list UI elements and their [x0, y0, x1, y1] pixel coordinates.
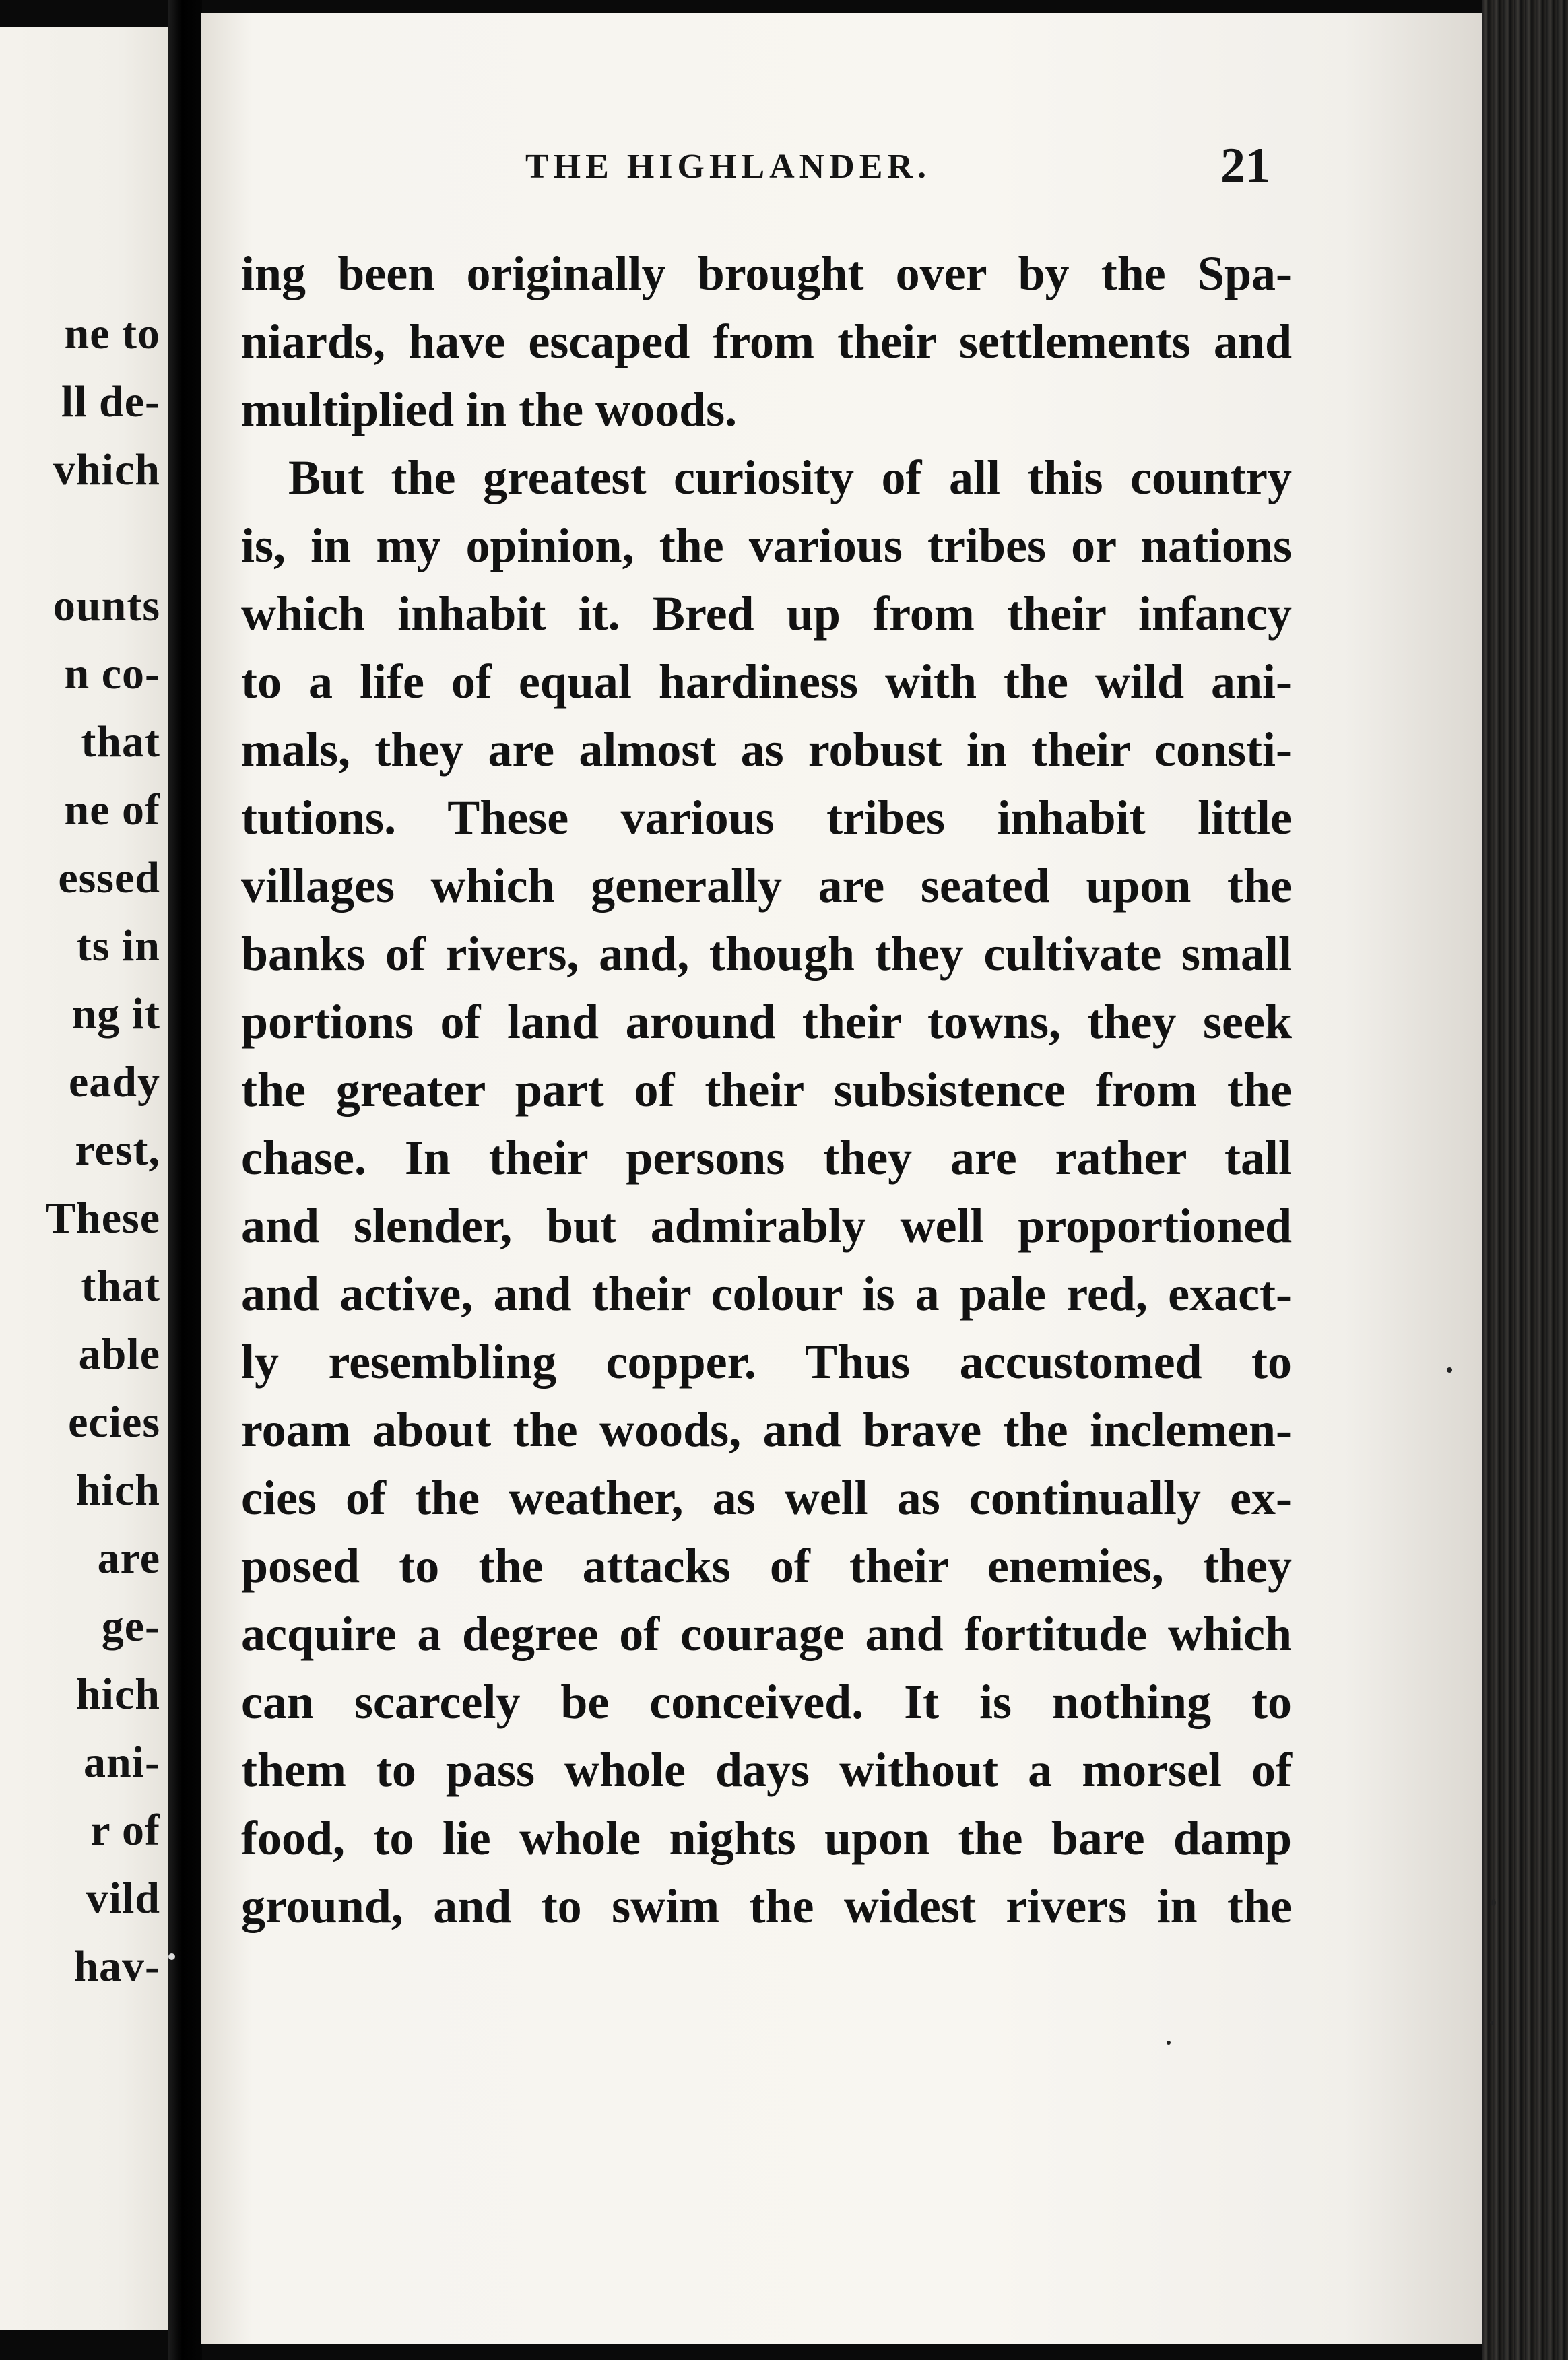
previous-page-text [46, 300, 160, 2000]
text-line: which inhabit it. Bred up from their infancy [241, 587, 1292, 641]
text-line: to a life of equal hardiness with the wild ani- [241, 655, 1292, 709]
text-line: and slender, but admirably well proportioned [241, 1199, 1292, 1253]
page-number: 21 [1220, 138, 1270, 193]
previous-page-line: able [78, 1330, 160, 1379]
text-line: acquire a degree of courage and fortitude which [241, 1607, 1292, 1661]
previous-page-line: ll de- [61, 377, 160, 426]
text-line: roam about the woods, and brave the inclemen- [241, 1403, 1292, 1457]
text-line: portions of land around their towns, they seek [241, 995, 1292, 1049]
running-title: THE HIGHLANDER. [525, 148, 931, 186]
text-line: posed to the attacks of their enemies, they [241, 1539, 1292, 1593]
previous-page-line: ecies [68, 1398, 160, 1447]
previous-page-line: that [81, 717, 160, 766]
text-line: ground, and to swim the widest rivers in the [241, 1879, 1292, 1933]
previous-page-line: ounts [53, 581, 160, 630]
scan-speck [1447, 1367, 1452, 1373]
previous-page-line: vhich [53, 445, 160, 494]
text-line: mals, they are almost as robust in their consti- [241, 723, 1292, 777]
text-line: ly resembling copper. Thus accustomed to [241, 1335, 1292, 1389]
previous-page-line: ne to [64, 309, 160, 358]
previous-page-line: ts in [76, 921, 160, 971]
text-line: villages which generally are seated upon the [241, 859, 1292, 913]
previous-page-edge [0, 27, 168, 2330]
scan-speck [168, 1953, 175, 1960]
text-line: and active, and their colour is a pale red, exact- [241, 1267, 1292, 1321]
text-line: is, in my opinion, the various tribes or nations [241, 519, 1292, 572]
scan-speck [1491, 1899, 1496, 1906]
previous-page-line: r of [90, 1806, 160, 1855]
previous-page-line: These [46, 1193, 160, 1243]
body-text [241, 240, 1292, 1940]
text-line: But the greatest curiosity of all this country [288, 451, 1292, 504]
previous-page-line: that [81, 1261, 160, 1311]
text-line: multiplied in the woods. [241, 383, 738, 436]
text-line: can scarcely be conceived. It is nothing to [241, 1675, 1292, 1729]
scan-speck [1490, 2021, 1494, 2025]
scan-speck [1167, 2041, 1171, 2045]
text-line: cies of the weather, as well as continually ex- [241, 1471, 1292, 1525]
text-line: tutions. These various tribes inhabit little [241, 791, 1292, 845]
previous-page-line: hich [75, 1670, 160, 1719]
previous-page-line: ani- [83, 1738, 160, 1787]
text-line: them to pass whole days without a morsel of [241, 1743, 1292, 1797]
previous-page-line: n co- [64, 649, 160, 698]
previous-page-line: are [97, 1534, 160, 1583]
previous-page-line [46, 504, 160, 572]
previous-page-line: ge- [101, 1602, 160, 1651]
text-line: banks of rivers, and, though they cultivate small [241, 927, 1292, 981]
text-line: niards, have escaped from their settlements and [241, 315, 1292, 368]
previous-page-line: hich [75, 1466, 160, 1515]
previous-page-line: vild [86, 1874, 160, 1923]
previous-page-line: rest, [75, 1125, 160, 1175]
page-fore-edge [1482, 0, 1568, 2360]
previous-page-line: ne of [64, 785, 160, 834]
previous-page-line: essed [58, 853, 160, 903]
text-line: food, to lie whole nights upon the bare damp [241, 1811, 1292, 1865]
book-gutter [168, 0, 202, 2360]
text-line: chase. In their persons they are rather tall [241, 1131, 1292, 1185]
previous-page-line: hav- [73, 1942, 160, 1991]
previous-page-line: eady [69, 1057, 160, 1107]
text-line: ing been originally brought over by the Spa- [241, 247, 1292, 300]
text-line: the greater part of their subsistence from the [241, 1063, 1292, 1117]
previous-page-line: ng it [71, 989, 160, 1039]
